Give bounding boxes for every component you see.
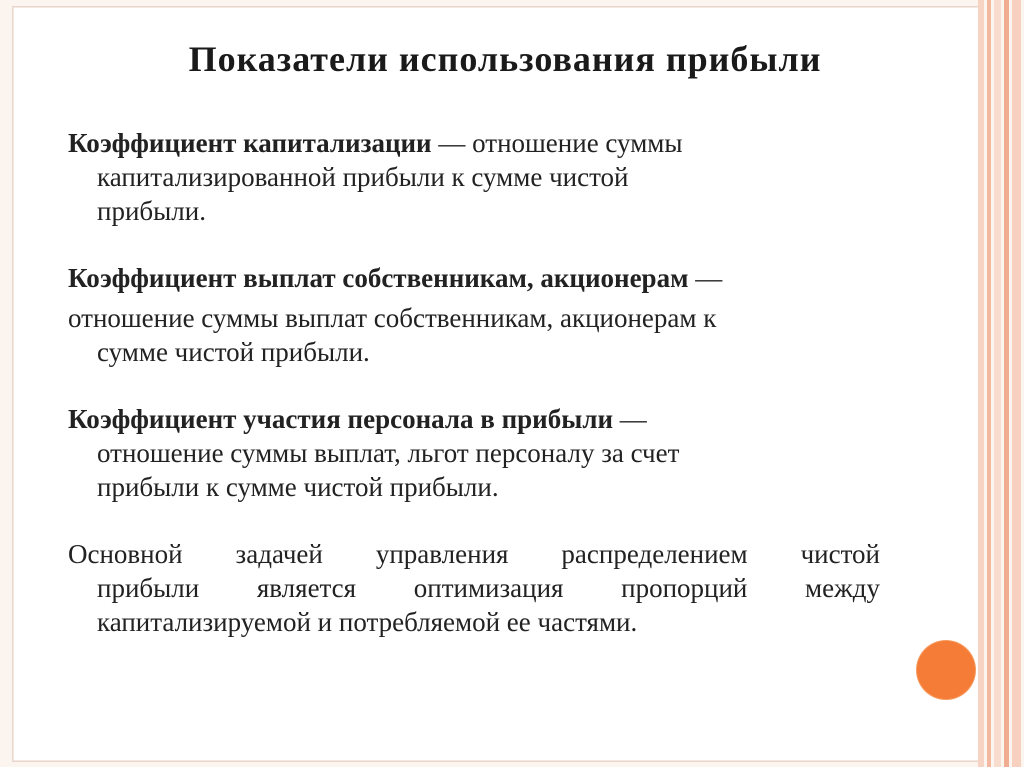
stripe <box>978 0 984 767</box>
stripe <box>1004 0 1009 767</box>
slide-body <box>68 126 880 672</box>
stripe <box>1012 0 1021 767</box>
conclusion-paragraph <box>68 537 880 639</box>
definition-staff-participation <box>68 402 880 504</box>
term-dash: — <box>613 404 647 434</box>
conclusion-text: прибыли является оптимизация пропорций между <box>97 573 880 603</box>
definition-text: отношение суммы выплат собственникам, акционерам к <box>68 303 717 333</box>
term: Коэффициент капитализации <box>68 128 432 158</box>
decorative-circle <box>917 641 975 699</box>
definition-owner-payouts <box>68 261 880 369</box>
definition-text: капитализированной прибыли к сумме чистой <box>97 162 629 192</box>
definition-text: прибыли. <box>97 196 206 226</box>
term-dash: — <box>431 128 466 158</box>
definition-first-line <box>68 261 880 295</box>
definition-first-line <box>68 402 880 436</box>
conclusion-text: капитализируемой и потребляемой ее частями. <box>97 607 638 637</box>
definition-first-line <box>68 126 880 160</box>
definition-text: отношение суммы <box>465 128 683 158</box>
decorative-stripes <box>978 0 1024 767</box>
page-title: Показатели использования прибыли <box>188 39 822 79</box>
term-dash: — <box>688 263 723 293</box>
term: Коэффициент выплат собственникам, акционерам <box>68 263 689 293</box>
conclusion-text: Основной задачей управления распределением чистой <box>68 539 880 569</box>
stripe <box>994 0 1001 767</box>
term: Коэффициент участия персонала в прибыли <box>68 404 614 434</box>
definition-text: сумме чистой прибыли. <box>97 337 370 367</box>
stripe <box>987 0 991 767</box>
definition-text: прибыли к сумме чистой прибыли. <box>97 472 499 502</box>
definition-capitalization <box>68 126 880 228</box>
definition-text: отношение суммы выплат, льгот персоналу за счет <box>97 438 680 468</box>
